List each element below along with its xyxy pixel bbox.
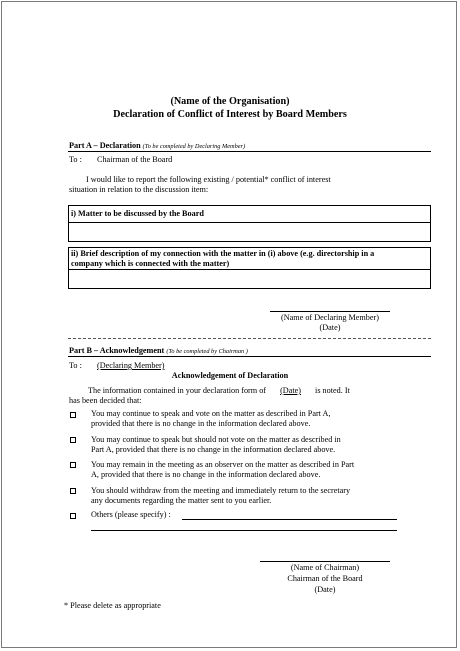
part-b-heading: Part B – Acknowledgement <box>69 346 165 355</box>
connection-label-line1: ii) Brief description of my connection with the matter in (i) above (e.g. directorship in a <box>71 249 375 258</box>
option-text <box>91 460 396 480</box>
member-name-caption: (Name of Declaring Member) <box>281 313 379 322</box>
info-pre-text: The information contained in your declaration form of <box>88 386 267 395</box>
others-checkbox[interactable] <box>70 513 76 519</box>
chairman-signature-line[interactable] <box>260 561 390 562</box>
document-page <box>1 1 457 648</box>
option-text <box>91 486 396 506</box>
part-a-to-label: To : <box>69 155 82 164</box>
part-b-to-value: (Declaring Member) <box>97 361 165 370</box>
member-date-caption: (Date) <box>319 323 341 332</box>
option-text <box>91 435 396 455</box>
part-a-heading-row <box>69 141 245 150</box>
chairman-role-caption: Chairman of the Board <box>287 574 363 583</box>
option-line: You should withdraw from the meeting and immediately return to the secretary <box>91 486 351 495</box>
organisation-name: (Name of the Organisation) <box>170 96 290 107</box>
option-line: Part A, provided that there is no change in the information declared above. <box>91 445 336 454</box>
part-b-heading-row <box>69 346 248 355</box>
option-line: any documents regarding the matter sent to you earlier. <box>91 496 272 505</box>
option-checkbox[interactable] <box>70 412 76 418</box>
connection-label-line2: company which is connected with the matter) <box>71 259 230 268</box>
info-date: (Date) <box>280 386 301 395</box>
part-a-note: (To be completed by Declaring Member) <box>142 143 246 150</box>
others-input-line-1[interactable] <box>182 519 397 520</box>
part-a-intro-line2: situation in relation to the discussion item: <box>69 185 209 194</box>
option-line: You may continue to speak and vote on the matter as described in Part A, <box>91 409 331 418</box>
document-title: Declaration of Conflict of Interest by Board Members <box>113 109 347 120</box>
others-label: Others (please specify) : <box>91 510 171 519</box>
option-checkbox[interactable] <box>70 437 76 443</box>
section-separator <box>68 338 431 339</box>
acknowledgement-title: Acknowledgement of Declaration <box>171 371 289 380</box>
footnote: * Please delete as appropriate <box>64 601 161 610</box>
matter-label-box <box>68 205 431 223</box>
option-checkbox[interactable] <box>70 488 76 494</box>
option-line: You may remain in the meeting as an observer on the matter as described in Part <box>91 460 355 469</box>
others-input-line-2[interactable] <box>91 530 397 531</box>
decided-text: has been decided that: <box>69 396 142 405</box>
option-line: A, provided that there is no change in the information declared above. <box>91 470 321 479</box>
option-text <box>91 409 391 429</box>
option-line: provided that there is no change in the information declared above. <box>91 419 311 428</box>
matter-label: i) Matter to be discussed by the Board <box>71 209 204 218</box>
info-sentence <box>88 386 350 395</box>
connection-input-field[interactable] <box>68 269 431 289</box>
option-line: You may continue to speak but should not vote on the matter as described in <box>91 435 341 444</box>
part-a-to-value: Chairman of the Board <box>97 155 173 164</box>
chairman-name-caption: (Name of Chairman) <box>290 563 360 572</box>
part-b-to-label: To : <box>69 361 82 370</box>
part-b-note: (To be completed by Chairman ) <box>166 348 248 355</box>
info-post-text: is noted. It <box>315 386 350 395</box>
member-signature-line[interactable] <box>270 311 390 312</box>
chairman-date-caption: (Date) <box>314 585 336 594</box>
part-a-heading: Part A – Declaration <box>69 141 141 150</box>
option-checkbox[interactable] <box>70 462 76 468</box>
part-a-rule <box>68 151 431 152</box>
matter-input-field[interactable] <box>68 222 431 242</box>
part-b-rule <box>68 356 431 357</box>
part-a-intro-line1: I would like to report the following existing / potential* conflict of interest <box>86 175 331 184</box>
connection-label-box <box>68 247 431 270</box>
